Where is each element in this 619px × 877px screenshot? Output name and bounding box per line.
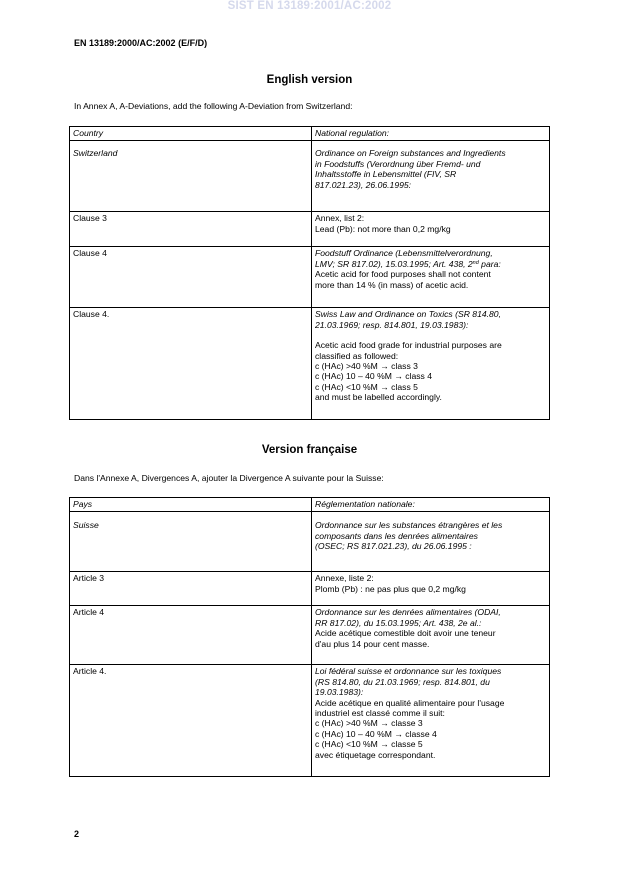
row-regulation: Ordinance on Foreign substances and Ingredients in Foodstuffs (Verordnung über Fremd- und Inhaltsstoffe in Lebensmittel (FIV, SR 817.021.23), 26.06.1995: bbox=[312, 141, 550, 212]
row-label: Clause 4. bbox=[70, 308, 312, 420]
row-label: Article 4 bbox=[70, 606, 312, 665]
table-row bbox=[70, 212, 550, 247]
row-label: Suisse bbox=[70, 512, 312, 572]
english-deviation-table bbox=[69, 126, 550, 420]
table-row bbox=[70, 141, 550, 212]
table-header-row bbox=[70, 127, 550, 141]
row-regulation: Ordonnance sur les substances étrangères et les composants dans les denrées alimentaires (OSEC; RS 817.021.23), du 26.06.1995 : bbox=[312, 512, 550, 572]
row-label: Article 4. bbox=[70, 665, 312, 777]
row-regulation: Loi fédéral suisse et ordonnance sur les toxiques (RS 814.80, du 21.03.1969; resp. 814.801, du 19.03.1983): Acide acétique en qualité alimentaire pour l'usage industriel est classé comme il suit: c (HAc) >40 %M → classe 3 c (HAc) 10 – 40 %M → classe 4 c (HAc) <10 %M → classe 5 avec étiquetage correspondant. bbox=[312, 665, 550, 777]
english-section-title: English version bbox=[266, 74, 353, 86]
page-number: 2 bbox=[74, 829, 80, 839]
row-label: Clause 3 bbox=[70, 212, 312, 247]
table-row bbox=[70, 512, 550, 572]
row-regulation: Swiss Law and Ordinance on Toxics (SR 814.80, 21.03.1969; resp. 814.801, 19.03.1983): Acetic acid food grade for industrial purposes are classified as followed: c (HAc) >40 %M → class 3 c (HAc) 10 – 40 %M → class 4 c (HAc) <10 %M → class 5 and must be labelled accordingly. bbox=[312, 308, 550, 420]
row-regulation: Annex, list 2: Lead (Pb): not more than 0,2 mg/kg bbox=[312, 212, 550, 247]
table-row bbox=[70, 308, 550, 420]
french-intro: Dans l'Annexe A, Divergences A, ajouter la Divergence A suivante pour la Suisse: bbox=[74, 473, 384, 483]
header-pays: Pays bbox=[70, 498, 312, 512]
french-deviation-table bbox=[69, 497, 550, 777]
english-intro: In Annex A, A-Deviations, add the following A-Deviation from Switzerland: bbox=[74, 101, 353, 111]
row-label: Article 3 bbox=[70, 572, 312, 606]
row-label: Switzerland bbox=[70, 141, 312, 212]
document-id: EN 13189:2000/AC:2002 (E/F/D) bbox=[74, 38, 208, 48]
table-row bbox=[70, 606, 550, 665]
row-regulation: Foodstuff Ordinance (Lebensmittelverordnung, LMV; SR 817.02), 15.03.1995; Art. 438, 2nd para: Acetic acid for food purposes shall not content more than 14 % (in mass) of acetic acid. bbox=[312, 247, 550, 308]
header-country: Country bbox=[70, 127, 312, 141]
french-section-title: Version française bbox=[261, 444, 358, 456]
row-regulation: Annexe, liste 2: Plomb (Pb) : ne pas plus que 0,2 mg/kg bbox=[312, 572, 550, 606]
header-reglementation: Réglementation nationale: bbox=[312, 498, 550, 512]
watermark: SIST EN 13189:2001/AC:2002 bbox=[227, 0, 392, 12]
table-row bbox=[70, 665, 550, 777]
header-national-regulation: National regulation: bbox=[312, 127, 550, 141]
table-row bbox=[70, 247, 550, 308]
row-label: Clause 4 bbox=[70, 247, 312, 308]
table-header-row bbox=[70, 498, 550, 512]
table-row bbox=[70, 572, 550, 606]
row-regulation: Ordonnance sur les denrées alimentaires (ODAI, RR 817.02), du 15.03.1995; Art. 438, 2e al.: Acide acétique comestible doit avoir une teneur d'au plus 14 pour cent masse. bbox=[312, 606, 550, 665]
